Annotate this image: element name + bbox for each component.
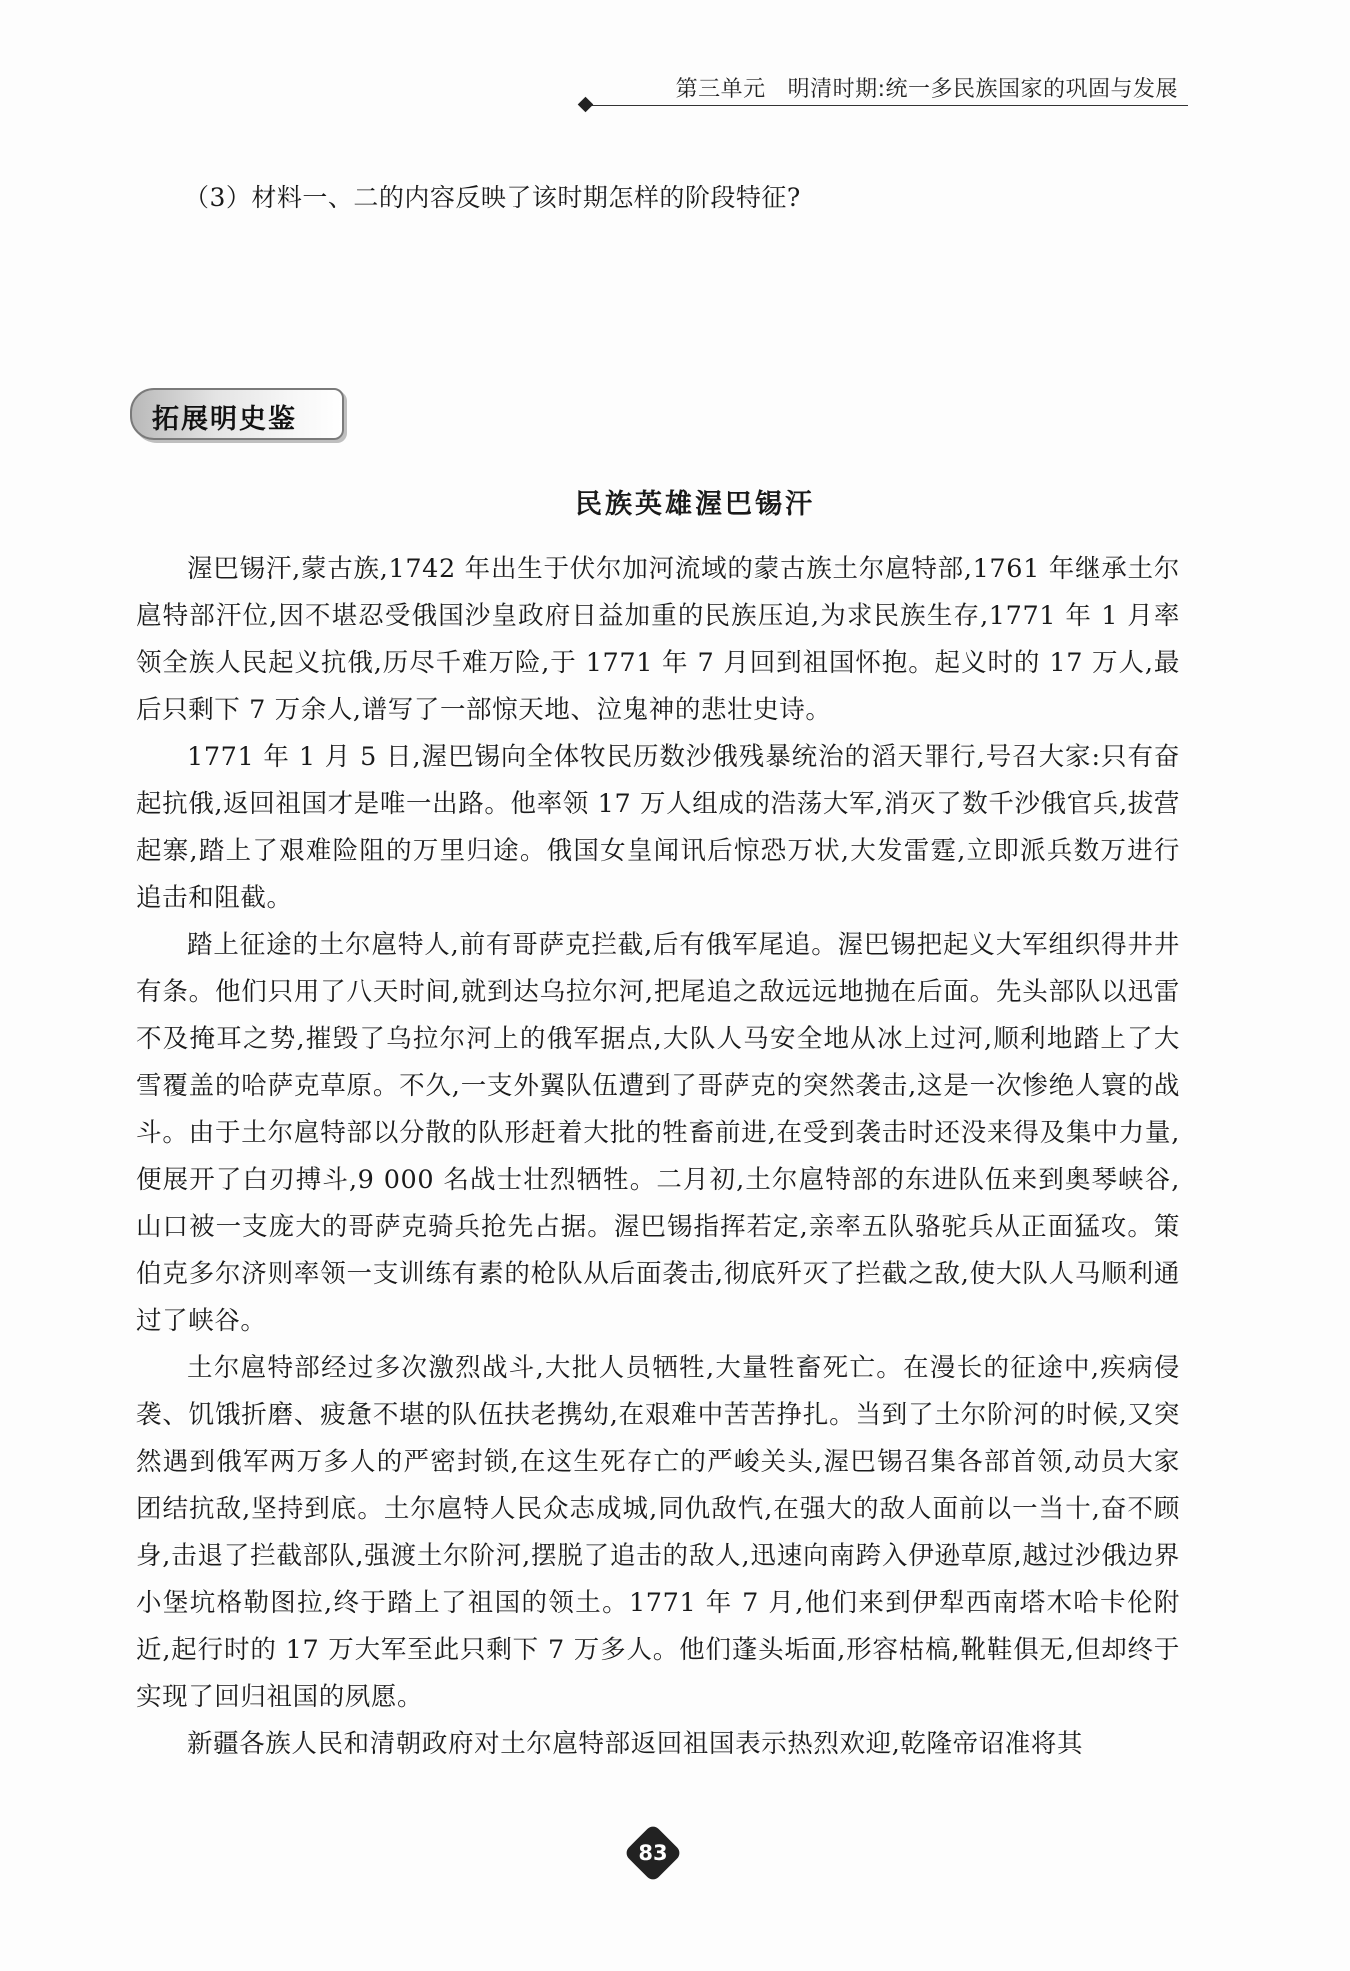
article-body (136, 546, 1180, 1768)
paragraph: 1771 年 1 月 5 日,渥巴锡向全体牧民历数沙俄残暴统治的滔天罪行,号召大家:只有奋起抗俄,返回祖国才是唯一出路。他率领 17 万人组成的浩荡大军,消灭了数千沙俄官兵,拔营起寨,踏上了艰难险阻的万里归途。俄国女皇闻讯后惊恐万状,大发雷霆,立即派兵数万进行追击和阻截。 (136, 742, 1180, 913)
paragraph: 渥巴锡汗,蒙古族,1742 年出生于伏尔加河流域的蒙古族土尔扈特部,1761 年继承土尔扈特部汗位,因不堪忍受俄国沙皇政府日益加重的民族压迫,为求民族生存,1771 年 1 月率领全族人民起义抗俄,历尽千难万险,于 1771 年 7 月回到祖国怀抱。起义时的 17 万人,最后只剩下 7 万余人,谱写了一部惊天地、泣鬼神的悲壮史诗。 (136, 554, 1180, 725)
page-number: 83 (638, 1841, 668, 1865)
header-text (676, 72, 1178, 103)
header-unit: 第三单元 (675, 77, 766, 102)
header-title: 明清时期:统一多民族国家的巩固与发展 (787, 77, 1178, 102)
question-3: （3）材料一、二的内容反映了该时期怎样的阶段特征? (184, 183, 801, 212)
header-rule (588, 105, 1188, 106)
paragraph: 新疆各族人民和清朝政府对土尔扈特部返回祖国表示热烈欢迎,乾隆帝诏准将其 (187, 1729, 1084, 1759)
running-header (588, 72, 1188, 112)
diamond-icon (578, 97, 594, 113)
section-badge-label: 拓展明史鉴 (152, 404, 297, 435)
paragraph: 土尔扈特部经过多次激烈战斗,大批人员牺牲,大量牲畜死亡。在漫长的征途中,疾病侵袭、饥饿折磨、疲惫不堪的队伍扶老携幼,在艰难中苦苦挣扎。当到了土尔阶河的时候,又突然遇到俄军两万多人的严密封锁,在这生死存亡的严峻关头,渥巴锡召集各部首领,动员大家团结抗敌,坚持到底。土尔扈特人民众志成城,同仇敌忾,在强大的敌人面前以一当十,奋不顾身,击退了拦截部队,强渡土尔阶河,摆脱了追击的敌人,迅速向南跨入伊逊草原,越过沙俄边界小堡坑格勒图拉,终于踏上了祖国的领土。1771 年 7 月,他们来到伊犁西南塔木哈卡伦附近,起行时的 17 万大军至此只剩下 7 万多人。他们蓬头垢面,形容枯槁,靴鞋俱无,但却终于实现了回归祖国的夙愿。 (136, 1353, 1180, 1712)
article-title: 民族英雄渥巴锡汗 (575, 489, 815, 520)
section-badge (130, 388, 344, 440)
paragraph: 踏上征途的土尔扈特人,前有哥萨克拦截,后有俄军尾追。渥巴锡把起义大军组织得井井有条。他们只用了八天时间,就到达乌拉尔河,把尾追之敌远远地抛在后面。先头部队以迅雷不及掩耳之势,摧毁了乌拉尔河上的俄军据点,大队人马安全地从冰上过河,顺利地踏上了大雪覆盖的哈萨克草原。不久,一支外翼队伍遭到了哥萨克的突然袭击,这是一次惨绝人寰的战斗。由于土尔扈特部以分散的队形赶着大批的牲畜前进,在受到袭击时还没来得及集中力量,便展开了白刃搏斗,9 000 名战士壮烈牺牲。二月初,土尔扈特部的东进队伍来到奥琴峡谷,山口被一支庞大的哥萨克骑兵抢先占据。渥巴锡指挥若定,亲率五队骆驼兵从正面猛攻。策伯克多尔济则率领一支训练有素的枪队从后面袭击,彻底歼灭了拦截之敌,使大队人马顺利通过了峡谷。 (136, 930, 1180, 1336)
